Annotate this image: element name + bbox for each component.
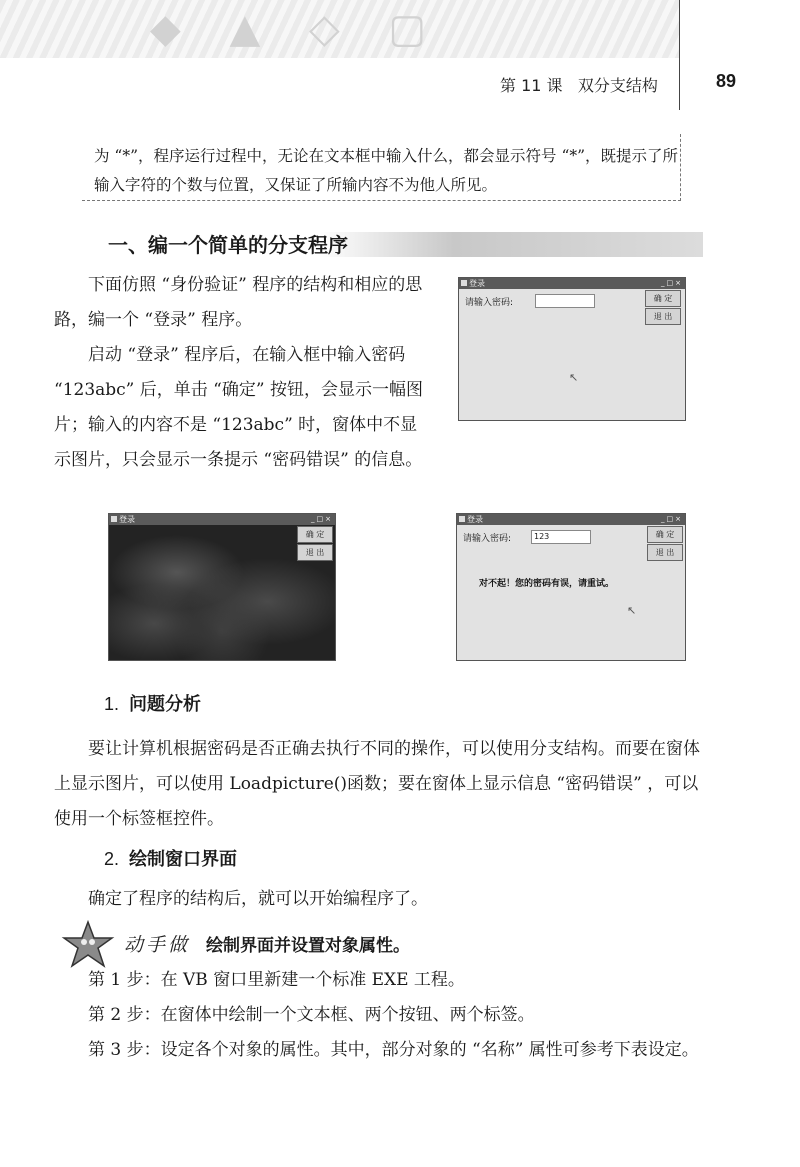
error-message-label: 对不起！您的密码有误，请重试。 [479,579,615,589]
header-divider [679,0,680,110]
window-title: 登录 [119,515,135,524]
screenshot-login-form [458,277,686,421]
analysis-heading [104,690,201,716]
window-title: 登录 [467,515,483,524]
section-heading: 一、编一个简单的分支程序 [108,233,348,257]
password-input[interactable] [535,294,595,308]
step-2: 第 2 步：在窗体中绘制一个文本框、两个按钮、两个标签。 [88,1005,535,1025]
analysis-paragraph: 要让计算机根据密码是否正确去执行不同的操作，可以使用分支结构。而要在窗体上显示图片，可以使用 Loadpicture()函数；要在窗体上显示信息 “密码错误” ，可以使用一个标签框控件。 [54,739,700,829]
lesson-number: 第 11 课 [500,76,563,95]
exit-button[interactable]: 退 出 [645,308,681,325]
window-controls-icon: _□× [311,515,333,523]
exit-button[interactable]: 退 出 [297,544,333,561]
running-header [500,73,658,96]
step-3: 第 3 步：设定各个对象的属性。其中，部分对象的 “名称” 属性可参考下表设定。 [88,1040,699,1060]
ok-button[interactable]: 确 定 [297,526,333,543]
exit-button[interactable]: 退 出 [647,544,683,561]
mouse-cursor-icon: ↖ [569,371,579,384]
intro-paragraph-2: 启动 “登录” 程序后，在输入框中输入密码 “123abc” 后，单击 “确定” 按钮，会显示一幅图片；输入的内容不是 “123abc” 时，窗体中不显示图片，只会显示一条提示 “密码错误” 的信息。 [54,345,423,470]
analysis-number: 1. [104,694,120,714]
window-title: 登录 [469,279,485,288]
window-controls-icon: _□× [661,279,683,287]
password-label: 请输入密码: [463,534,512,544]
password-label: 请输入密码: [465,298,514,308]
screenshot-login-error [456,513,686,661]
activity-label: 动手做 [124,934,191,956]
window-titlebar [109,514,335,525]
page-number: 89 [716,71,737,91]
window-controls-icon: _□× [661,515,683,523]
note-text: 为 “*”，程序运行过程中，无论在文本框中输入什么，都会显示符号 “*”，既提示了所输入字符的个数与位置，又保证了所输内容不为他人所见。 [94,147,679,194]
password-input[interactable]: 123 [531,530,591,544]
screenshot-login-success [108,513,336,661]
ok-button[interactable]: 确 定 [645,290,681,307]
window-icon [111,516,117,522]
mouse-cursor-icon: ↖ [627,604,637,617]
header-decoration: ◆ ▲ ◇ ▢ [150,6,445,52]
lesson-title: 双分支结构 [577,76,658,95]
window-titlebar [457,514,685,525]
ok-button[interactable]: 确 定 [647,526,683,543]
window-icon [461,280,467,286]
drawing-number: 2. [104,849,120,869]
analysis-title: 问题分析 [129,694,202,715]
step-1: 第 1 步：在 VB 窗口里新建一个标准 EXE 工程。 [88,970,465,990]
section-heading-band [320,232,703,257]
window-titlebar [459,278,685,289]
intro-paragraphs [54,268,430,478]
activity-description: 绘制界面并设置对象属性。 [206,936,410,956]
window-icon [459,516,465,522]
drawing-title: 绘制窗口界面 [129,849,238,870]
drawing-paragraph: 确定了程序的结构后，就可以开始编程序了。 [88,889,428,909]
activity-steps [54,963,714,1068]
intro-paragraph-1: 下面仿照 “身份验证” 程序的结构和相应的思路，编一个 “登录” 程序。 [54,275,423,330]
drawing-heading [104,845,237,871]
